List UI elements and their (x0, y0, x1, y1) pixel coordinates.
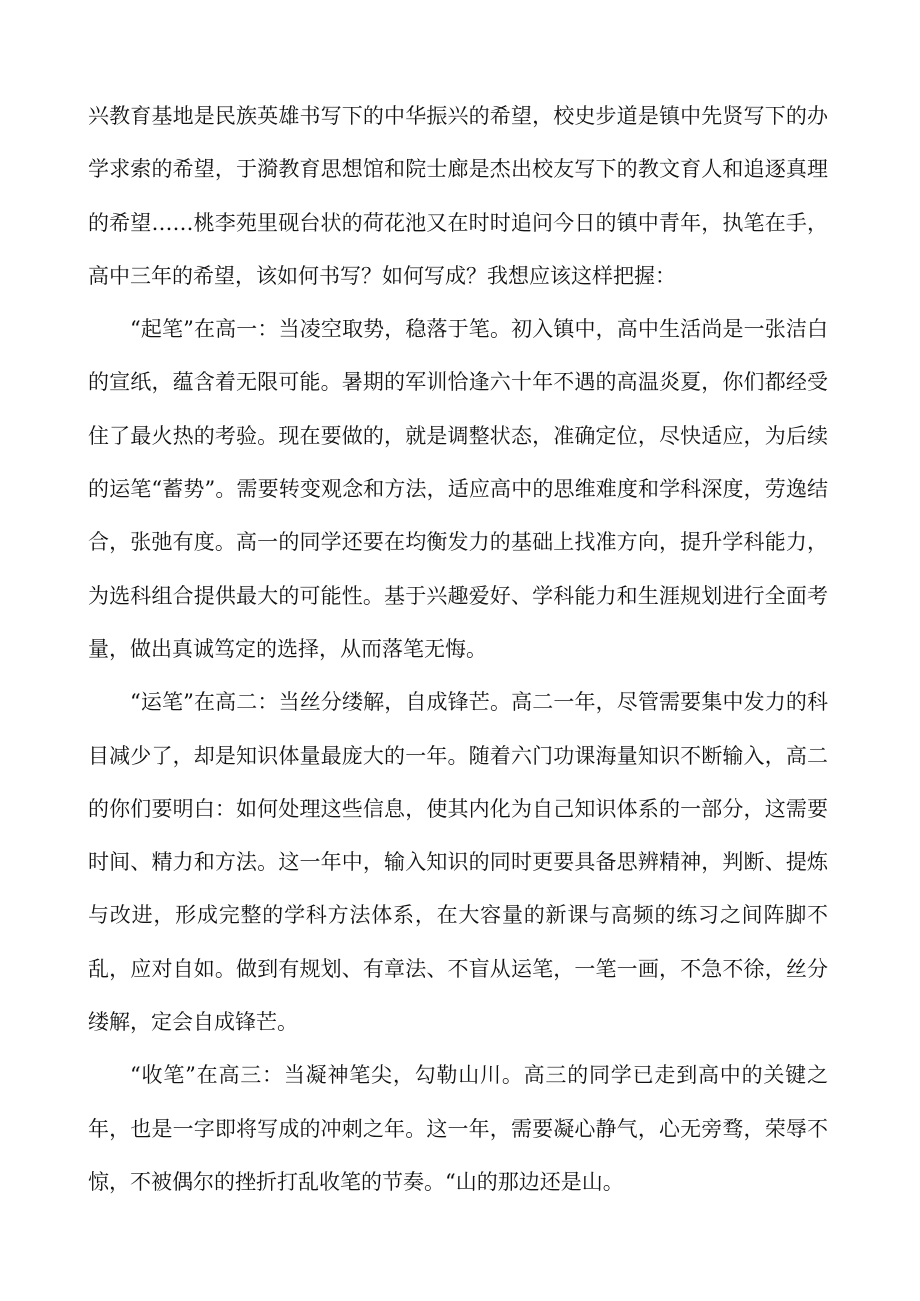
paragraph-intro: 兴教育基地是民族英雄书写下的中华振兴的希望，校史步道是镇中先贤写下的办学求索的希望，于漪教育思想馆和院士廊是杰出校友写下的教文育人和追逐真理的希望……桃李苑里砚台状的荷花池又在时时追问今日的镇中青年，执笔在手，高中三年的希望，该如何书写？如何写成？我想应该这样把握： (88, 104, 828, 288)
document-page (88, 90, 828, 1209)
paragraph-grade-two: “运笔”在高二：当丝分缕解，自成锋芒。高二一年，尽管需要集中发力的科目减少了，却是知识体量最庞大的一年。随着六门功课海量知识不断输入，高二的你们要明白：如何处理这些信息，使其内化为自己知识体系的一部分，这需要时间、精力和方法。这一年中，输入知识的同时更要具备思辨精神，判断、提炼与改进，形成完整的学科方法体系，在大容量的新课与高频的练习之间阵脚不乱，应对自如。做到有规划、有章法、不盲从运笔，一笔一画，不急不徐，丝分缕解，定会自成锋芒。 (88, 690, 828, 1035)
paragraph-grade-three: “收笔”在高三：当凝神笔尖，勾勒山川。高三的同学已走到高中的关键之年，也是一字即将写成的冲刺之年。这一年，需要凝心静气，心无旁骛，荣辱不惊，不被偶尔的挫折打乱收笔的节奏。“山的那边还是山。 (88, 1063, 828, 1194)
paragraph-grade-one: “起笔”在高一：当凌空取势，稳落于笔。初入镇中，高中生活尚是一张洁白的宣纸，蕴含着无限可能。暑期的军训恰逢六十年不遇的高温炎夏，你们都经受住了最火热的考验。现在要做的，就是调整状态，准确定位，尽快适应，为后续的运笔“蓄势”。需要转变观念和方法，适应高中的思维难度和学科深度，劳逸结合，张弛有度。高一的同学还要在均衡发力的基础上找准方向，提升学科能力，为选科组合提供最大的可能性。基于兴趣爱好、学科能力和生涯规划进行全面考量，做出真诚笃定的选择，从而落笔无悔。 (88, 317, 828, 661)
